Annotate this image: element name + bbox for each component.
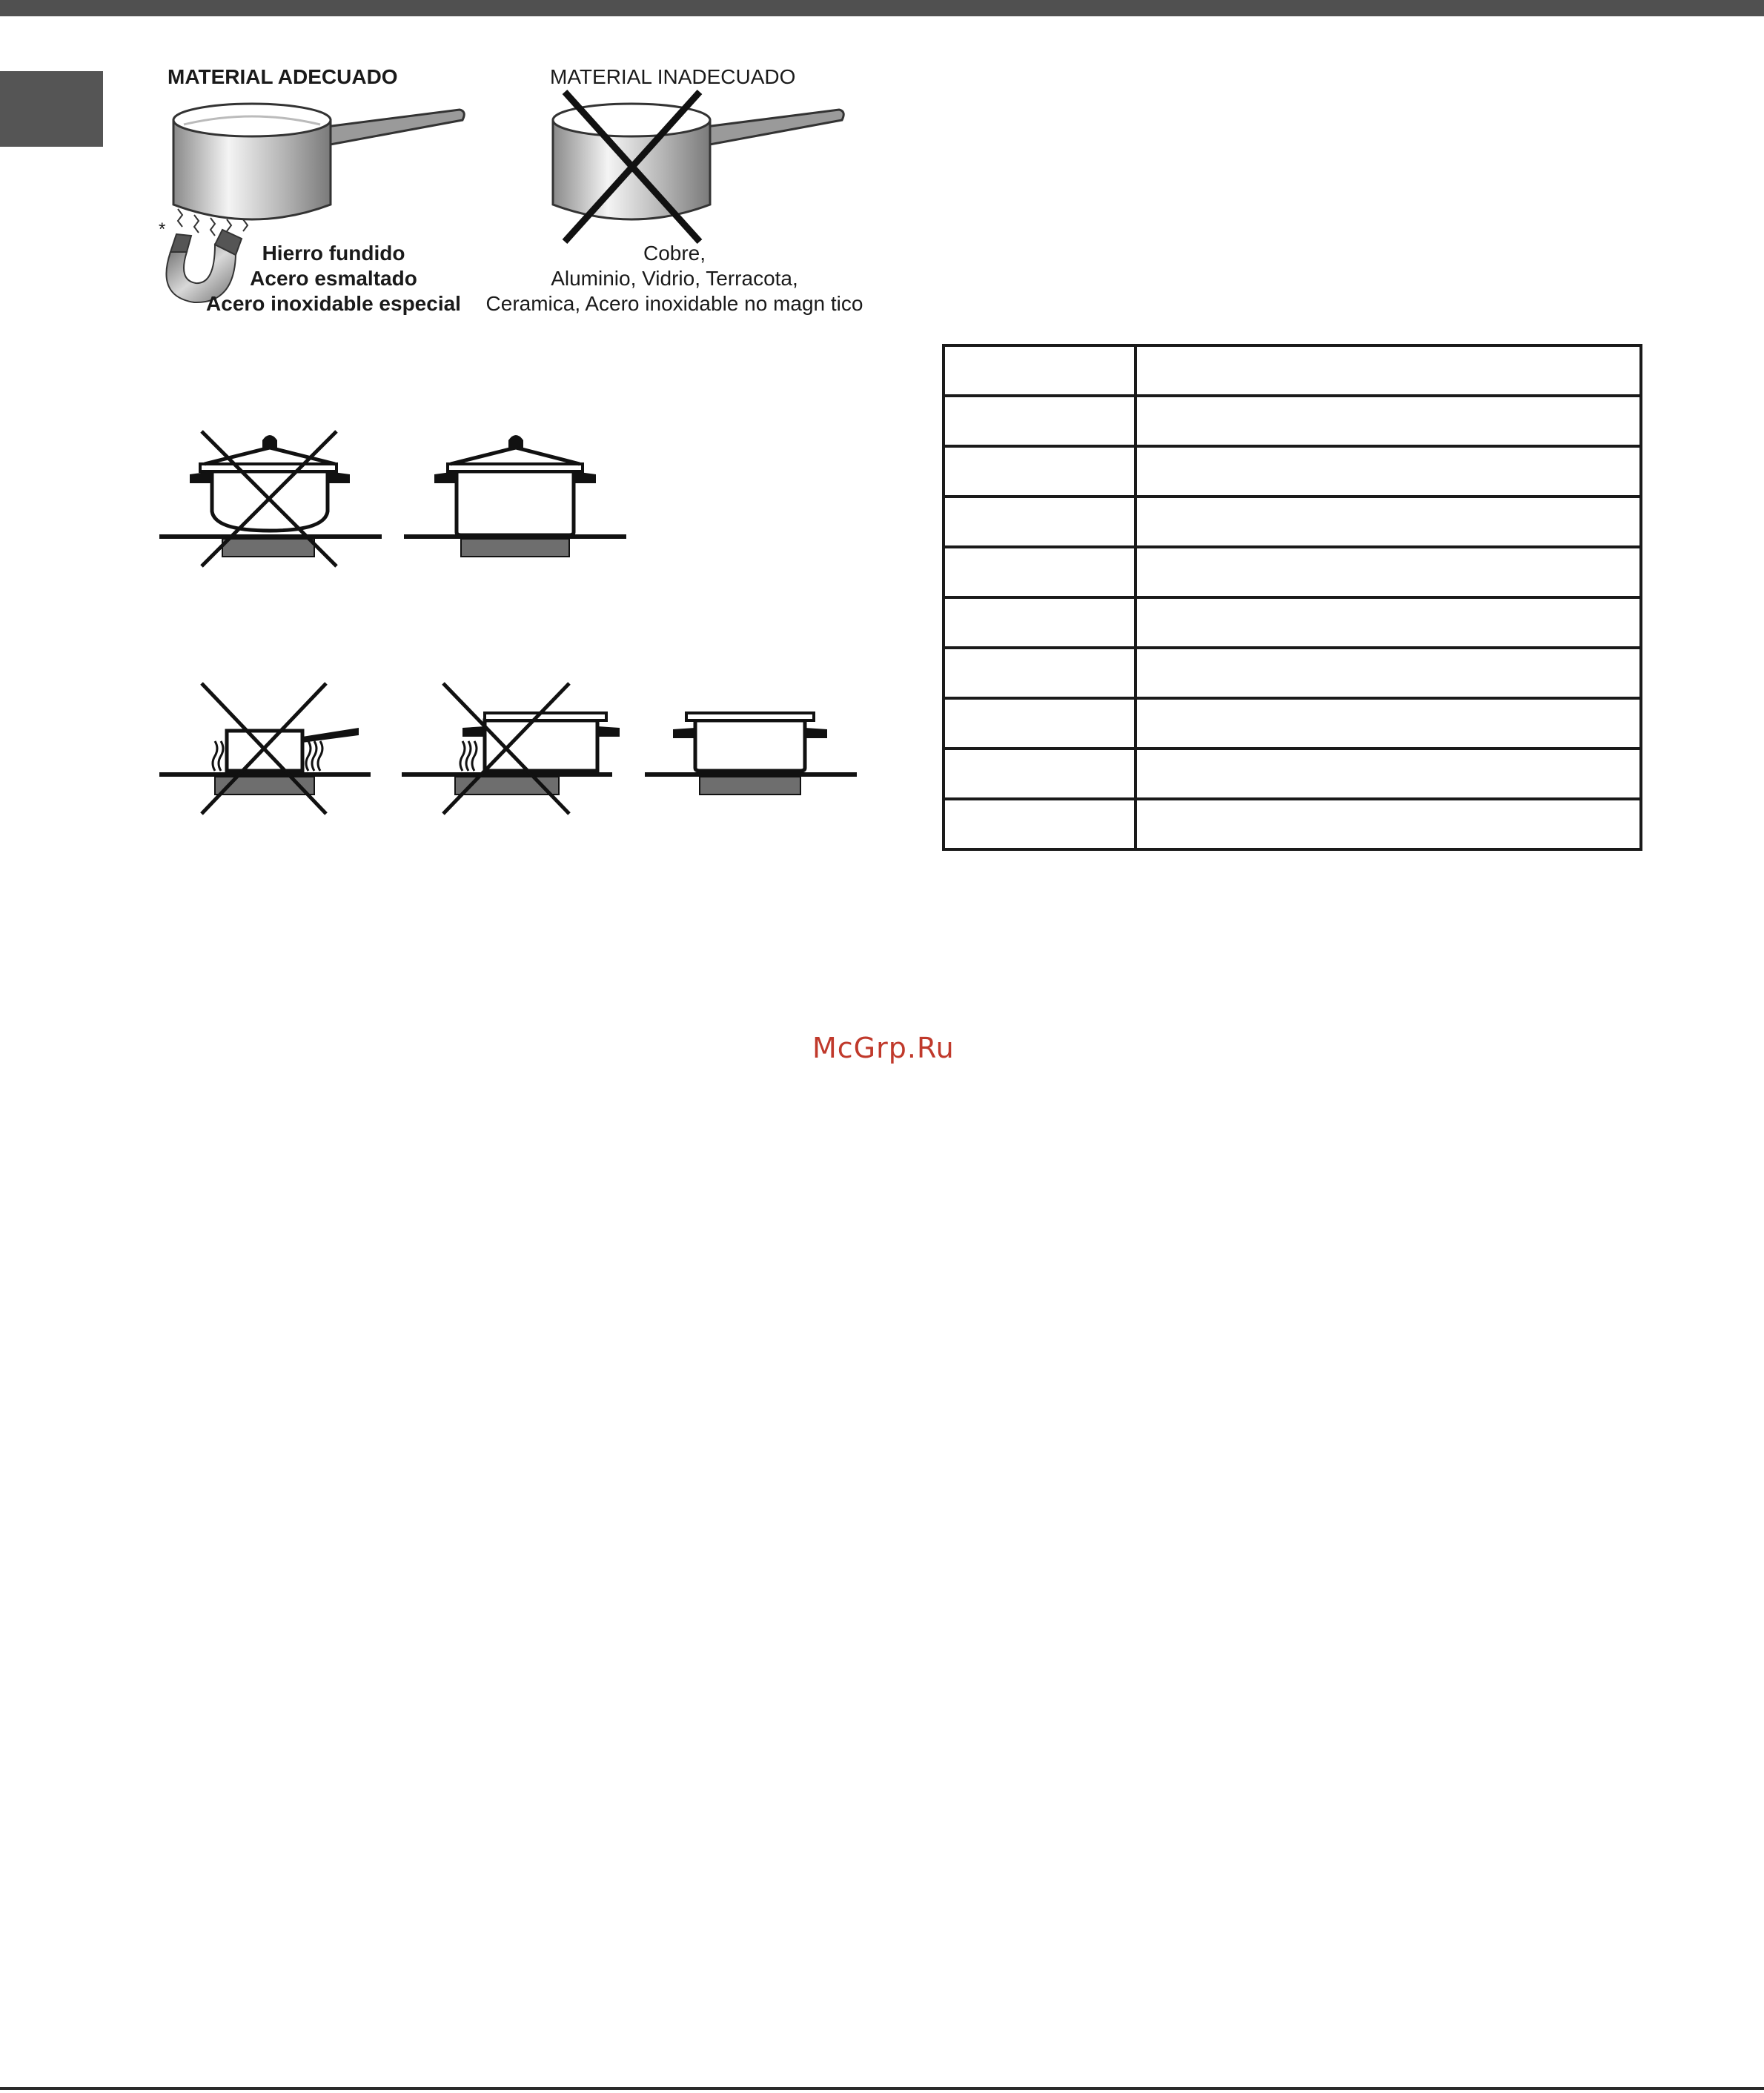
saucepan-icon bbox=[173, 104, 464, 219]
pot-correct-size-icon bbox=[645, 713, 857, 795]
table-cell bbox=[944, 698, 1135, 749]
suitable-material-item: Acero inoxidable especial bbox=[206, 292, 461, 315]
table-cell bbox=[1135, 799, 1641, 849]
table-cell bbox=[944, 648, 1135, 698]
table-row bbox=[944, 799, 1641, 849]
table-row bbox=[944, 597, 1641, 648]
table-cell bbox=[944, 396, 1135, 446]
table-cell bbox=[944, 446, 1135, 497]
table-cell bbox=[944, 547, 1135, 597]
suitable-material-item: Hierro fundido bbox=[262, 242, 405, 265]
table-row bbox=[944, 749, 1641, 799]
unsuitable-saucepan-icon bbox=[553, 92, 843, 242]
unsuitable-material-item: Cobre, bbox=[643, 242, 706, 265]
table-row bbox=[944, 345, 1641, 396]
table-row bbox=[944, 547, 1641, 597]
table-row bbox=[944, 648, 1641, 698]
suitable-materials-list bbox=[193, 241, 474, 316]
pot-wrong-small-pan-icon bbox=[159, 683, 371, 814]
table-row bbox=[944, 497, 1641, 547]
table-cell bbox=[944, 799, 1135, 849]
cookware-table bbox=[942, 344, 1642, 851]
table-cell bbox=[1135, 749, 1641, 799]
suitable-material-item: Acero esmaltado bbox=[250, 267, 417, 290]
table-cell bbox=[1135, 497, 1641, 547]
table-cell bbox=[1135, 648, 1641, 698]
table-cell bbox=[1135, 446, 1641, 497]
table-cell bbox=[1135, 547, 1641, 597]
table-cell bbox=[1135, 597, 1641, 648]
table-row bbox=[944, 446, 1641, 497]
pot-wrong-oversize-icon bbox=[402, 683, 620, 814]
unsuitable-material-title: MATERIAL INADECUADO bbox=[550, 65, 796, 88]
pot-wrong-convex-bottom-icon bbox=[159, 431, 382, 566]
suitable-material-title: MATERIAL ADECUADO bbox=[168, 65, 398, 88]
unsuitable-materials-list bbox=[482, 241, 867, 316]
table-cell bbox=[944, 345, 1135, 396]
unsuitable-material-item: Ceramica, Acero inoxidable no magn tico bbox=[485, 292, 863, 315]
pot-correct-flat-bottom-icon bbox=[404, 435, 626, 557]
table-row bbox=[944, 396, 1641, 446]
footnote-asterisk: * bbox=[159, 219, 166, 239]
table-cell bbox=[944, 749, 1135, 799]
bottom-rule bbox=[0, 2087, 1764, 2090]
watermark-link[interactable]: McGrp.Ru bbox=[812, 1032, 955, 1064]
table-cell bbox=[1135, 345, 1641, 396]
table-cell bbox=[944, 497, 1135, 547]
table-cell bbox=[944, 597, 1135, 648]
table-cell bbox=[1135, 698, 1641, 749]
table-cell bbox=[1135, 396, 1641, 446]
unsuitable-material-item: Aluminio, Vidrio, Terracota, bbox=[551, 267, 798, 290]
table-row bbox=[944, 698, 1641, 749]
